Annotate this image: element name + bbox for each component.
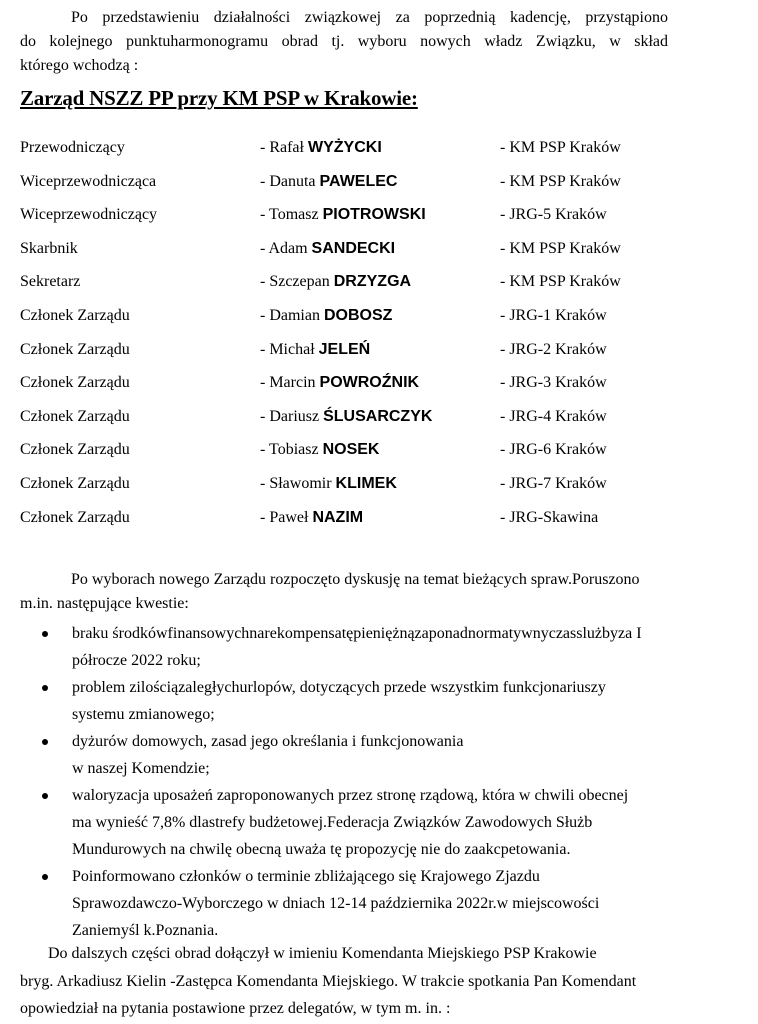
intro-line: Po przedstawieniu działalności związkowej za poprzednią kadencję, przystąpiono bbox=[71, 9, 668, 26]
member-name bbox=[260, 509, 363, 527]
member-unit: - KM PSP Kraków bbox=[500, 172, 621, 190]
board-member-row bbox=[20, 441, 720, 475]
discussion-intro-line: m.in. następujące kwestie: bbox=[20, 595, 189, 612]
member-role: Sekretarz bbox=[20, 273, 81, 291]
board-member-row bbox=[20, 374, 720, 408]
member-first-name: - Sławomir bbox=[260, 474, 332, 492]
board-member-row bbox=[20, 240, 720, 274]
issue-line: Zaniemyśl k.Poznania. bbox=[72, 922, 219, 939]
board-member-row bbox=[20, 341, 720, 375]
member-first-name: - Damian bbox=[260, 306, 320, 324]
member-role: Przewodniczący bbox=[20, 139, 125, 156]
final-paragraph bbox=[20, 940, 716, 1023]
member-first-name: - Tomasz bbox=[260, 206, 319, 224]
member-surname: WYŻYCKI bbox=[307, 139, 382, 156]
issue-line: waloryzacja uposażeń zaproponowanych przez stronę rządową, która w chwili obecnej bbox=[72, 787, 629, 804]
member-surname: ŚLUSARCZYK bbox=[323, 407, 433, 425]
board-member-row bbox=[20, 509, 720, 543]
member-surname: PIOTROWSKI bbox=[322, 206, 426, 224]
issue-item bbox=[20, 674, 720, 728]
member-role: Wiceprzewodnicząca bbox=[20, 172, 157, 190]
member-first-name: - Michał bbox=[260, 340, 315, 358]
issue-line: braku środkówfinansowychnarekompensatępieniężnązaponadnormatywnyczasslużbyza I bbox=[72, 625, 642, 642]
member-surname: SANDECKI bbox=[311, 239, 396, 257]
issue-line: Poinformowano członków o terminie zbliżającego się Krajowego Zjazdu bbox=[72, 868, 540, 885]
member-surname: JELEŃ bbox=[318, 340, 371, 358]
member-first-name: - Rafał bbox=[260, 139, 304, 156]
member-unit: - KM PSP Kraków bbox=[500, 139, 621, 156]
board-member-row bbox=[20, 475, 720, 509]
issue-line: Sprawozdawczo-Wyborczego w dniach 12-14 października 2022r.w miejscowości bbox=[72, 895, 600, 912]
member-unit: - KM PSP Kraków bbox=[500, 239, 621, 257]
board-heading: Zarząd NSZZ PP przy KM PSP w Krakowie: bbox=[20, 86, 418, 110]
board-member-row bbox=[20, 273, 720, 307]
bullet-icon bbox=[42, 739, 48, 745]
bullet-icon bbox=[42, 874, 48, 880]
member-name bbox=[260, 341, 370, 359]
member-role: Członek Zarządu bbox=[20, 306, 130, 324]
member-role: Członek Zarządu bbox=[20, 340, 130, 358]
intro-line: do kolejnego punktuharmonogramu obrad tj. wyboru nowych władz Związku, w skład bbox=[20, 33, 668, 50]
member-unit: - JRG-3 Kraków bbox=[500, 374, 607, 392]
member-unit: - JRG-1 Kraków bbox=[500, 306, 607, 324]
member-role: Członek Zarządu bbox=[20, 441, 130, 459]
issue-line: ma wynieść 7,8% dlastrefy budżetowej.Federacja Związków Zawodowych Służb bbox=[72, 814, 593, 831]
issue-line: dyżurów domowych, zasad jego określania i funkcjonowania bbox=[72, 733, 464, 750]
discussion-intro-line: Po wyborach nowego Zarządu rozpoczęto dyskusję na temat bieżących spraw.Poruszono bbox=[71, 571, 640, 588]
member-name bbox=[260, 374, 419, 392]
issue-line: Mundurowych na chwilę obecną uważa tę propozycję nie do zaakcpetowania. bbox=[72, 841, 571, 858]
issue-item bbox=[20, 782, 720, 863]
member-name bbox=[260, 173, 397, 191]
member-unit: - JRG-7 Kraków bbox=[500, 474, 607, 492]
member-role: Członek Zarządu bbox=[20, 474, 130, 492]
issue-item bbox=[20, 863, 720, 944]
member-surname: DOBOSZ bbox=[323, 306, 393, 324]
board-member-row bbox=[20, 173, 720, 207]
member-unit: - JRG-6 Kraków bbox=[500, 441, 607, 459]
issue-item bbox=[20, 620, 720, 674]
member-first-name: - Danuta bbox=[260, 172, 316, 190]
issue-line: półrocze 2022 roku; bbox=[72, 652, 201, 669]
final-line: opowiedział na pytania postawione przez delegatów, w tym m. in. : bbox=[20, 1000, 451, 1017]
member-role: Wiceprzewodniczący bbox=[20, 206, 158, 224]
member-surname: PAWELEC bbox=[319, 172, 398, 190]
member-first-name: - Dariusz bbox=[260, 407, 320, 425]
member-surname: POWROŹNIK bbox=[319, 374, 420, 392]
issue-line: systemu zmianowego; bbox=[72, 706, 215, 723]
member-first-name: - Szczepan bbox=[260, 273, 330, 291]
member-unit: - JRG-Skawina bbox=[500, 508, 599, 526]
member-name bbox=[260, 408, 432, 426]
issue-item bbox=[20, 728, 720, 782]
issue-line: w naszej Komendzie; bbox=[72, 760, 210, 777]
member-role: Członek Zarządu bbox=[20, 374, 130, 392]
member-name bbox=[260, 441, 379, 459]
discussion-intro-paragraph bbox=[20, 568, 716, 616]
member-surname: DRZYZGA bbox=[333, 273, 412, 291]
board-member-row bbox=[20, 307, 720, 341]
member-name bbox=[260, 307, 392, 325]
final-line: Do dalszych części obrad dołączył w imieniu Komendanta Miejskiego PSP Krakowie bbox=[48, 945, 597, 962]
member-first-name: - Paweł bbox=[260, 508, 309, 526]
intro-paragraph bbox=[20, 6, 668, 78]
board-members-list bbox=[20, 139, 720, 542]
member-first-name: - Adam bbox=[260, 239, 308, 257]
member-name bbox=[260, 475, 397, 493]
member-role: Członek Zarządu bbox=[20, 508, 130, 526]
member-unit: - JRG-4 Kraków bbox=[500, 407, 607, 425]
board-member-row bbox=[20, 408, 720, 442]
member-surname: KLIMEK bbox=[335, 474, 397, 492]
member-first-name: - Marcin bbox=[260, 374, 316, 392]
member-unit: - KM PSP Kraków bbox=[500, 273, 621, 291]
member-name bbox=[260, 240, 395, 258]
board-member-row bbox=[20, 206, 720, 240]
member-role: Członek Zarządu bbox=[20, 407, 130, 425]
member-unit: - JRG-5 Kraków bbox=[500, 206, 607, 224]
final-line: bryg. Arkadiusz Kielin -Zastępca Komendanta Miejskiego. W trakcie spotkania Pan Komendant bbox=[20, 972, 637, 990]
member-role: Skarbnik bbox=[20, 239, 78, 257]
bullet-icon bbox=[42, 793, 48, 799]
member-surname: NAZIM bbox=[312, 508, 364, 526]
member-surname: NOSEK bbox=[322, 441, 380, 459]
issues-bullet-list bbox=[20, 620, 720, 944]
member-first-name: - Tobiasz bbox=[260, 441, 319, 459]
board-member-row bbox=[20, 139, 720, 173]
bullet-icon bbox=[42, 631, 48, 637]
member-unit: - JRG-2 Kraków bbox=[500, 340, 607, 358]
member-name bbox=[260, 139, 382, 157]
member-name bbox=[260, 206, 426, 224]
issue-line: problem zilościązaległychurlopów, dotyczących przede wszystkim funkcjonariuszy bbox=[72, 679, 606, 696]
intro-line: którego wchodzą : bbox=[20, 57, 139, 74]
bullet-icon bbox=[42, 685, 48, 691]
member-name bbox=[260, 273, 411, 291]
